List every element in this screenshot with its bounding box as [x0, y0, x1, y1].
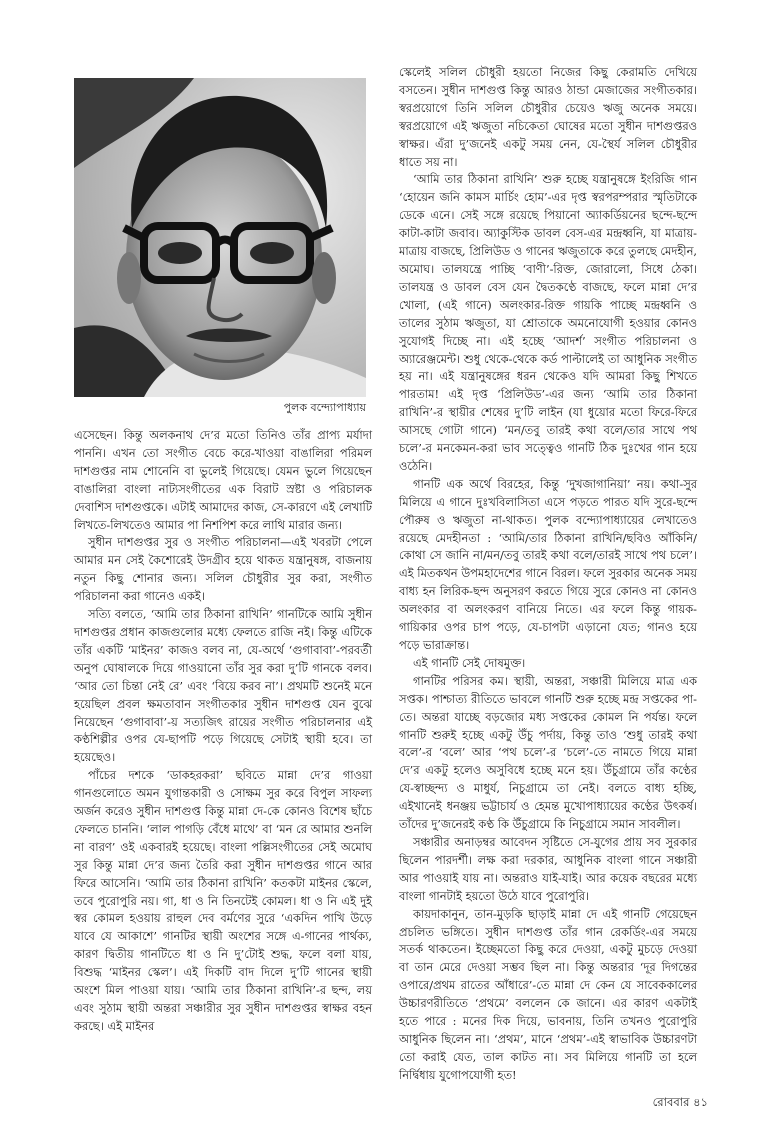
paragraph: ‘আমি তার ঠিকানা রাখিনি’ শুরু হচ্ছে যন্ত্রানুষঙ্গে ইংরিজি গান ‘হোয়েন জনি কামস মার্চিং হোম’-এর দৃপ্ত স্বরপরম্পরার স্মৃতিটাকে ডেকে এনে। সেই সঙ্গে রয়েছে পিয়ানো অ্যাকর্ডিয়নের ছন্দে-ছন্দে কাটা-কাটা জবাব। অ্যাকুস্টিক ডাবল বেস-এর মন্দ্রধ্বনি, যা মাত্রায়-মাত্রায় বাজছে, প্রিলিউড ও গানের ঋজুতাকে করে তুলছে মেদহীন, অমোঘ। তালযন্ত্রে পাচ্ছি ‘বাণী’-রিক্ত, জোরালো, সিধে ঠেকা। তালযন্ত্র ও ডাবল বেস যেন দ্বৈতকণ্ঠে বাজছে, ফলে মান্না দে’র খোলা, (এই গানে) অলংকার-রিক্ত গায়কি পাচ্ছে মন্দ্রধ্বনি ও তালের সুঠাম ঋজুতা, যা শ্রোতাকে অমনোযোগী হওয়ার কোনও সুযোগই দিচ্ছে না। এই হচ্ছে ‘আদর্শ’ সংগীত পরিচালনা ও অ্যারেঞ্জমেন্ট। শুধু থেকে-থেকে কর্ড পাল্টালেই তা আধুনিক সংগীত হয় না। এই যন্ত্রানুষঙ্গের ধরন থেকেও যদি আমরা কিছু শিখতে পারতাম! এই দৃপ্ত ‘প্রিলিউড’-এর জন্য ‘আমি তার ঠিকানা রাখিনি’-র স্থায়ীর শেষের দু’টি লাইন (যা ধুয়োর মতো ফিরে-ফিরে আসছে গোটা গানে) ‘মন/তবু তারই কথা বলে/তার সাথে পথ চলে’-র মনকেমন-করা ভাব সত্ত্বেও গানটি ঠিক দুঃখের গান হয়ে ওঠেনি।	[399, 172, 697, 473]
right-column	[399, 64, 697, 1085]
portrait-photo	[74, 78, 366, 397]
portrait-image	[74, 78, 366, 397]
left-column	[74, 427, 372, 1036]
paragraph: গানটি এক অর্থে বিরহের, কিন্তু ‘দুখজাগানিয়া’ নয়। কথা-সুর মিলিয়ে এ গানে দুঃখবিলাসিতা এসে পড়তে পারত যদি সুরে-ছন্দে পৌরুষ ও ঋজুতা না-থাকত। পুলক বন্দ্যোপাধ্যায়ের লেখাতেও রয়েছে মেদহীনতা : ‘আমি/তার ঠিকানা রাখিনি/ছবিও আঁকিনি/কোথা সে জানি না/মন/তবু তারই কথা বলে/তারই সাথে পথ চলে’। এই মিতকথন উপমহাদেশের গানে বিরল। ফলে সুরকার অনেক সময় বাধ্য হন লিরিক-ছন্দ অনুসরণ করতে গিয়ে সুরে কোনও না কোনও অলংকার বা অলংকরণ বানিয়ে নিতে। এর ফলে কিন্তু গায়ক-গায়িকার ওপর চাপ পড়ে, যে-চাপটা এড়ানো যেত; গানও হয়ে পড়ে ভারাক্রান্ত।	[399, 476, 697, 652]
paragraph: সুধীন দাশগুপ্তর সুর ও সংগীত পরিচালনা—এই খবরটা পেলে আমার মন সেই কৈশোরেই উদগ্রীব হয়ে থাকত যন্ত্রানুষঙ্গ, বাজনায় নতুন কিছু শোনার জন্য। সলিল চৌধুরীর সুর করা, সংগীত পরিচালনা করা গানেও একই।	[74, 535, 372, 604]
paragraph: সঞ্চারীর অনাড়ম্বর আবেদন সৃষ্টিতে সে-যুগের প্রায় সব সুরকার ছিলেন পারদর্শী। লক্ষ করা দরকার, আধুনিক বাংলা গানে সঞ্চারী আর পাওয়াই যায় না। অন্তরাও যাই-যাই। আর কয়েক বছরের মধ্যে বাংলা গানটাই হয়তো উঠে যাবে পুরোপুরি।	[399, 834, 697, 903]
paragraph: পাঁচের দশকে ‘ডাকহরকরা’ ছবিতে মান্না দে’র গাওয়া গানগুলোতে অমন যুগান্তকারী ও সোক্ষম সুর করে বিপুল সাফল্য অর্জন করেও সুধীন দাশগুপ্ত কিন্তু মান্না দে-কে কোনও বিশেষ ছাঁচে ফেলতে চাননি। ‘লাল পাগড়ি বেঁধে মাথে’ বা ‘মন রে আমার শুনলি না বারণ’ ওই একবারই হয়েছে। বাংলা পল্লিসংগীতের সেই অমোঘ সুর কিন্তু মান্না দে’র জন্য তৈরি করা সুধীন দাশগুপ্তর গানে আর ফিরে আসেনি। ‘আমি তার ঠিকানা রাখিনি’ কতকটা মাইনর স্কেলে, তবে পুরোপুরি নয়। গা, ধা ও নি তিনটেই কোমল। ধা ও নি এই দুই স্বর কোমল হওয়ায় রাহুল দেব বর্মণের সুরে ‘একদিন পাখি উড়ে যাবে যে আকাশে’ গানটির স্থায়ী অংশের সঙ্গে এ-গানের পার্থক্য, কারণ দ্বিতীয় গানটিতে ধা ও নি দু’টোই শুদ্ধ, ফলে বলা যায়, বিশুদ্ধ ‘মাইনর স্কেল’। এই দিকটি বাদ দিলে দু’টি গানের স্থায়ী অংশে মিল পাওয়া যায়। ‘আমি তার ঠিকানা রাখিনি’-র ছন্দ, লয় এবং সুঠাম স্থায়ী অন্তরা সঞ্চারীর সুর সুধীন দাশগুপ্তর স্বাক্ষর বহন করছে। এই মাইনর	[74, 768, 372, 1033]
paragraph: স্কেলেই সলিল চৌধুরী হয়তো নিজের কিছু কেরামতি দেখিয়ে বসতেন। সুধীন দাশগুপ্ত কিন্তু আরও ঠান্ডা মেজাজের সংগীতকার। স্বরপ্রয়োগে তিনি সলিল চৌধুরীর চেয়েও ঋজু অনেক সময়ে। স্বরপ্রয়োগে এই ঋজুতা নচিকেতা ঘোষের মতো সুধীন দাশগুপ্তরও স্বাক্ষর। এঁরা দু’জনেই একটু সময় নেন, যে-স্থৈর্য সলিল চৌধুরীর ধাতে সয় না।	[399, 65, 697, 169]
paragraph: গানটির পরিসর কম। স্থায়ী, অন্তরা, সঞ্চারী মিলিয়ে মাত্র এক সপ্তক। পাশ্চাত্য রীতিতে ভাবলে গানটি শুরু হচ্ছে মন্দ্র সপ্তকের পা-তে। অন্তরা যাচ্ছে বড়জোর মধ্য সপ্তকের কোমল নি পর্যন্ত। ফলে গানটি শুরুই হচ্ছে একটু উঁচু পর্দায়, কিন্তু তাও ‘শুধু তারই কথা বলে’-র ‘বলে’ আর ‘পথ চলে’-র ‘চলে’-তে নামতে গিয়ে মান্না দে’র একটু হলেও অসুবিধে হচ্ছে মনে হয়। উঁচুগ্রামে তাঁর কণ্ঠের যে-স্বাচ্ছন্দ্য ও মাধুর্য, নিচুগ্রামে তা নেই। বলতে বাধ্য হচ্ছি, এইখানেই ধনঞ্জয় ভট্টাচার্য ও হেমন্ত মুখোপাধ্যায়ের কণ্ঠের উৎকর্ষ। তাঁদের দু’জনেরই কণ্ঠ কি উঁচুগ্রামে কি নিচুগ্রামে সমান সাবলীল।	[399, 673, 697, 832]
paragraph: সত্যি বলতে, ‘আমি তার ঠিকানা রাখিনি’ গানটিকে আমি সুধীন দাশগুপ্তর প্রধান কাজগুলোর মধ্যে ফেলতে রাজি নই। কিন্তু এটিকে তাঁর একটি ‘মাইনর’ কাজও বলব না, যে-অর্থে ‘গুগাবাবা’-পরবর্তী অনুপ ঘোষালকে দিয়ে গাওয়ানো তাঁর সুর করা দু’টি গানকে বলব। ‘আর তো চিন্তা নেই রে’ এবং ‘বিয়ে করব না’। প্রথমটি শুনেই মনে হয়েছিল প্রবল ক্ষমতাবান সংগীতকার সুধীন দাশগুপ্ত যেন বুঝে নিয়েছেন ‘গুগাবাবা’-য় সত্যজিৎ রায়ের সংগীত পরিচালনার এই কণ্ঠশিল্পীর ওপর যে-ছাপটি পড়ে গিয়েছে সেটাই স্থায়ী হবে। তা হয়েছেও।	[74, 607, 372, 765]
paragraph: এই গানটি সেই দোষমুক্ত।	[413, 655, 526, 670]
paragraph: কায়দাকানুন, তান-মুড়কি ছাড়াই মান্না দে এই গানটি গেয়েছেন প্রচলিত ভঙ্গিতে। সুধীন দাশগুপ্ত তাঁর গান রেকর্ডিং-এর সময়ে সতর্ক থাকতেন। ইচ্ছেমতো কিছু করে দেওয়া, একটু মুচড়ে দেওয়া বা তান মেরে দেওয়া সম্ভব ছিল না। কিন্তু অন্তরার ‘দূর দিগন্তের ওপারে/প্রথম রাতের আঁধারে’-তে মান্না দে কেন যে সাবেককালের উচ্চারণরীতিতে ‘প্রথমে’ বললেন কে জানে। এর কারণ একটাই হতে পারে : মনের দিক দিয়ে, ভাবনায়, তিনি তখনও পুরোপুরি আধুনিক ছিলেন না। ‘প্রথম’, মানে ‘প্রথম’-এই স্বাভাবিক উচ্চারণটা তো করাই যেত, তাল কাটত না। সব মিলিয়ে গানটি তা হলে নির্দ্বিধায় যুগোপযোগী হত!	[399, 906, 697, 1082]
paragraph: এসেছেন। কিন্তু অলকনাথ দে’র মতো তিনিও তাঁর প্রাপ্য মর্যাদা পাননি। এখন তো সংগীত বেচে করে-খাওয়া বাঙালিরা পরিমল দাশগুপ্তর নাম শোনেনি বা ভুলেই গিয়েছে। যেমন ভুলে গিয়েছেন বাঙালিরা বাংলা নাট্যসংগীতের এক বিরাট স্রষ্টা ও পরিচালক দেবাশিস দাশগুপ্তকে। এটাই আমাদের কাজ, সে-কারণে এই লেখাটি লিখতে-লিখতেও আমার পা নিশপিশ করে লাথি মারার জন্য।	[74, 428, 372, 532]
page-footer: রোববার ৪১	[652, 1095, 708, 1109]
photo-caption: পুলক বন্দ্যোপাধ্যায়	[283, 401, 366, 414]
